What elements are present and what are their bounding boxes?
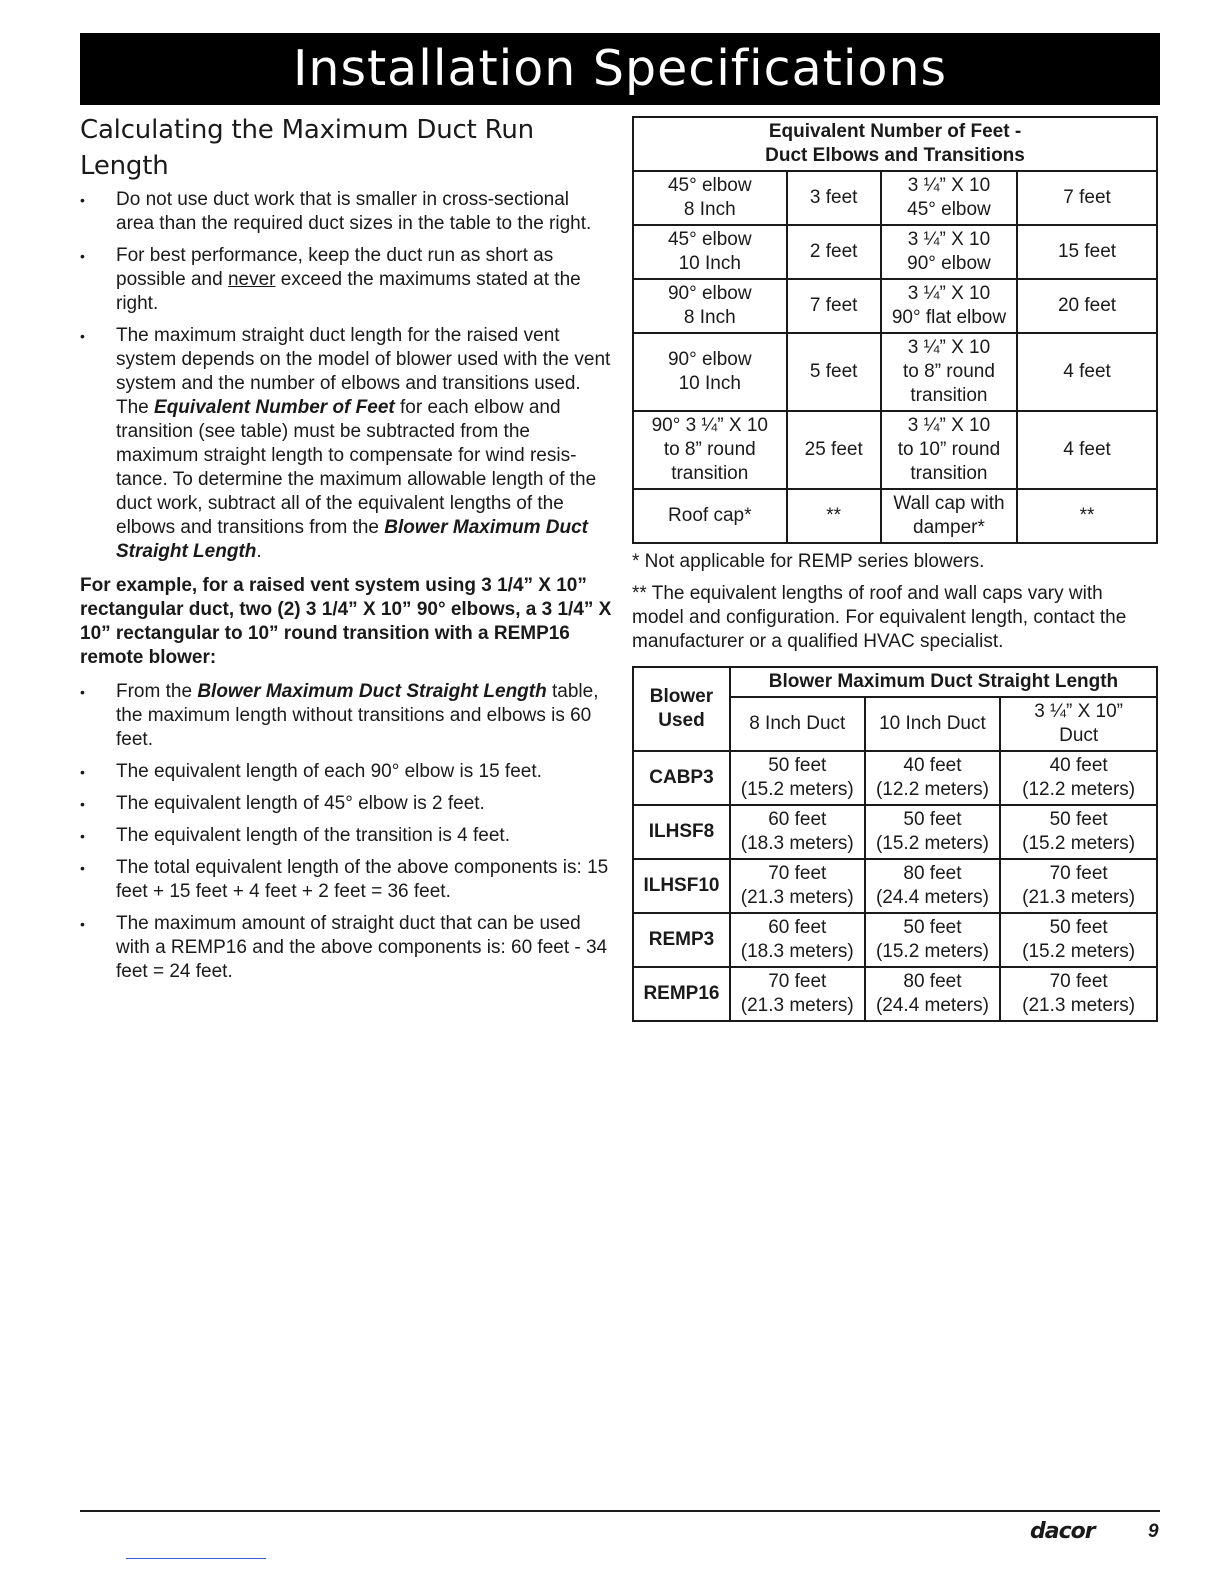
table-cell: 45° elbow 8 Inch	[633, 171, 787, 225]
column-header: 3 ¼” X 10” Duct	[1000, 697, 1157, 751]
table-cell: 70 feet (21.3 meters)	[730, 967, 865, 1021]
list-item: • The equivalent length of each 90° elbow is 15 feet.	[80, 761, 542, 782]
table-cell: **	[787, 489, 881, 543]
row-header: REMP16	[633, 967, 730, 1021]
table-cell: 70 feet (21.3 meters)	[730, 859, 865, 913]
table-row	[633, 333, 1157, 411]
footer-divider	[80, 1510, 1160, 1512]
table-cell: 60 feet (18.3 meters)	[730, 805, 865, 859]
table-row	[633, 751, 1157, 805]
table-row	[633, 171, 1157, 225]
footnote-single-asterisk: * Not applicable for REMP series blowers.	[632, 551, 985, 572]
list-item: • The maximum straight duct length for the raised vent system depends on the model of blower used with the vent system and the number of elbows and transitions used. The Equivalent Number of Feet for each elbow and transition (see table) must be subtracted from the maximum straight length to compensate for wind resis-tance. To determine the maximum allowable length of the duct work, subtract all of the equivalent lengths of the elbows and transitions from the Blower Maximum Duct Straight Length.	[80, 325, 611, 562]
column-header-blower: Blower Used	[633, 667, 730, 751]
table-cell: 90° elbow 10 Inch	[633, 333, 787, 411]
table-row	[633, 967, 1157, 1021]
column-header: 8 Inch Duct	[730, 697, 865, 751]
table-row	[633, 859, 1157, 913]
table-cell: 2 feet	[787, 225, 881, 279]
table-cell: 4 feet	[1017, 333, 1157, 411]
table-row	[633, 805, 1157, 859]
guidelines-list	[80, 188, 612, 564]
table-row	[633, 225, 1157, 279]
table-cell: 3 ¼” X 10 to 8” round transition	[881, 333, 1017, 411]
table-cell: 70 feet (21.3 meters)	[1000, 967, 1157, 1021]
example-steps-list	[80, 680, 612, 984]
footnote-double-asterisk: ** The equivalent lengths of roof and wall caps vary with model and configuration. For equivalent length, contact the manufacturer or a qualified HVAC specialist.	[632, 583, 1127, 652]
group-header: Blower Maximum Duct Straight Length	[730, 667, 1157, 697]
table-cell: 40 feet (12.2 meters)	[865, 751, 1001, 805]
table-header-row	[633, 667, 1157, 697]
column-header: 10 Inch Duct	[865, 697, 1001, 751]
table-header-row	[633, 117, 1157, 171]
table-cell: 50 feet (15.2 meters)	[865, 805, 1001, 859]
page-number: 9	[1148, 1521, 1159, 1542]
table-notes	[632, 550, 1158, 654]
table-cell: 3 ¼” X 10 90° flat elbow	[881, 279, 1017, 333]
table-row	[633, 411, 1157, 489]
table-cell: Roof cap*	[633, 489, 787, 543]
table-header: Equivalent Number of Feet - Duct Elbows and Transitions	[633, 117, 1157, 171]
list-item: • The equivalent length of the transition is 4 feet.	[80, 825, 510, 846]
table-cell: 45° elbow 10 Inch	[633, 225, 787, 279]
table-cell: 3 ¼” X 10 45° elbow	[881, 171, 1017, 225]
list-item: • From the Blower Maximum Duct Straight Length table, the maximum length without transitions and elbows is 60 feet.	[80, 681, 599, 750]
table-cell: 7 feet	[787, 279, 881, 333]
table-cell: 70 feet (21.3 meters)	[1000, 859, 1157, 913]
table-cell: 50 feet (15.2 meters)	[1000, 805, 1157, 859]
list-item: • The total equivalent length of the above components is: 15 feet + 15 feet + 4 feet + 2 feet = 36 feet.	[80, 857, 609, 902]
table-cell: 40 feet (12.2 meters)	[1000, 751, 1157, 805]
table-cell: 80 feet (24.4 meters)	[865, 967, 1001, 1021]
table-cell: 50 feet (15.2 meters)	[730, 751, 865, 805]
table-cell: 20 feet	[1017, 279, 1157, 333]
left-column	[80, 112, 612, 992]
table-cell: 60 feet (18.3 meters)	[730, 913, 865, 967]
table-cell: 3 ¼” X 10 to 10” round transition	[881, 411, 1017, 489]
table-row	[633, 913, 1157, 967]
brand-logo: dacor	[1030, 1519, 1095, 1544]
table-cell: 5 feet	[787, 333, 881, 411]
table-cell: 90° elbow 8 Inch	[633, 279, 787, 333]
table-cell: **	[1017, 489, 1157, 543]
list-item: • For best performance, keep the duct run as short as possible and never exceed the maximums stated at the right.	[80, 245, 581, 314]
table-row	[633, 489, 1157, 543]
table-cell: 50 feet (15.2 meters)	[1000, 913, 1157, 967]
row-header: REMP3	[633, 913, 730, 967]
list-item: • The maximum amount of straight duct that can be used with a REMP16 and the above components is: 60 feet - 34 feet = 24 feet.	[80, 913, 608, 982]
table-cell: 80 feet (24.4 meters)	[865, 859, 1001, 913]
table-cell: 7 feet	[1017, 171, 1157, 225]
blower-max-length-table	[632, 666, 1158, 1022]
table-cell: Wall cap with damper*	[881, 489, 1017, 543]
page-banner-title: Installation Specifications	[80, 33, 1160, 105]
list-item: • The equivalent length of 45° elbow is 2 feet.	[80, 793, 485, 814]
row-header: ILHSF10	[633, 859, 730, 913]
section-title: Calculating the Maximum Duct Run Length	[80, 115, 534, 181]
row-header: CABP3	[633, 751, 730, 805]
table-cell: 15 feet	[1017, 225, 1157, 279]
row-header: ILHSF8	[633, 805, 730, 859]
emphasis-never: never	[227, 269, 276, 290]
list-item: • Do not use duct work that is smaller in cross-sectional area than the required duct sizes in the table to the right.	[80, 189, 592, 234]
table-cell: 3 feet	[787, 171, 881, 225]
equivalent-feet-table	[632, 116, 1158, 544]
example-heading: For example, for a raised vent system using 3 1/4” X 10” rectangular duct, two (2) 3 1/4” X 10” 90° elbows, a 3 1/4” X 10” rectangular to 10” round transition with a REMP16 remote blower:	[80, 575, 612, 668]
table-cell: 3 ¼” X 10 90° elbow	[881, 225, 1017, 279]
table-cell: 90° 3 ¼” X 10 to 8” round transition	[633, 411, 787, 489]
table-cell: 25 feet	[787, 411, 881, 489]
table-row	[633, 279, 1157, 333]
table-cell: 50 feet (15.2 meters)	[865, 913, 1001, 967]
decorative-underline	[126, 1558, 266, 1559]
table-cell: 4 feet	[1017, 411, 1157, 489]
right-column	[632, 116, 1158, 1022]
